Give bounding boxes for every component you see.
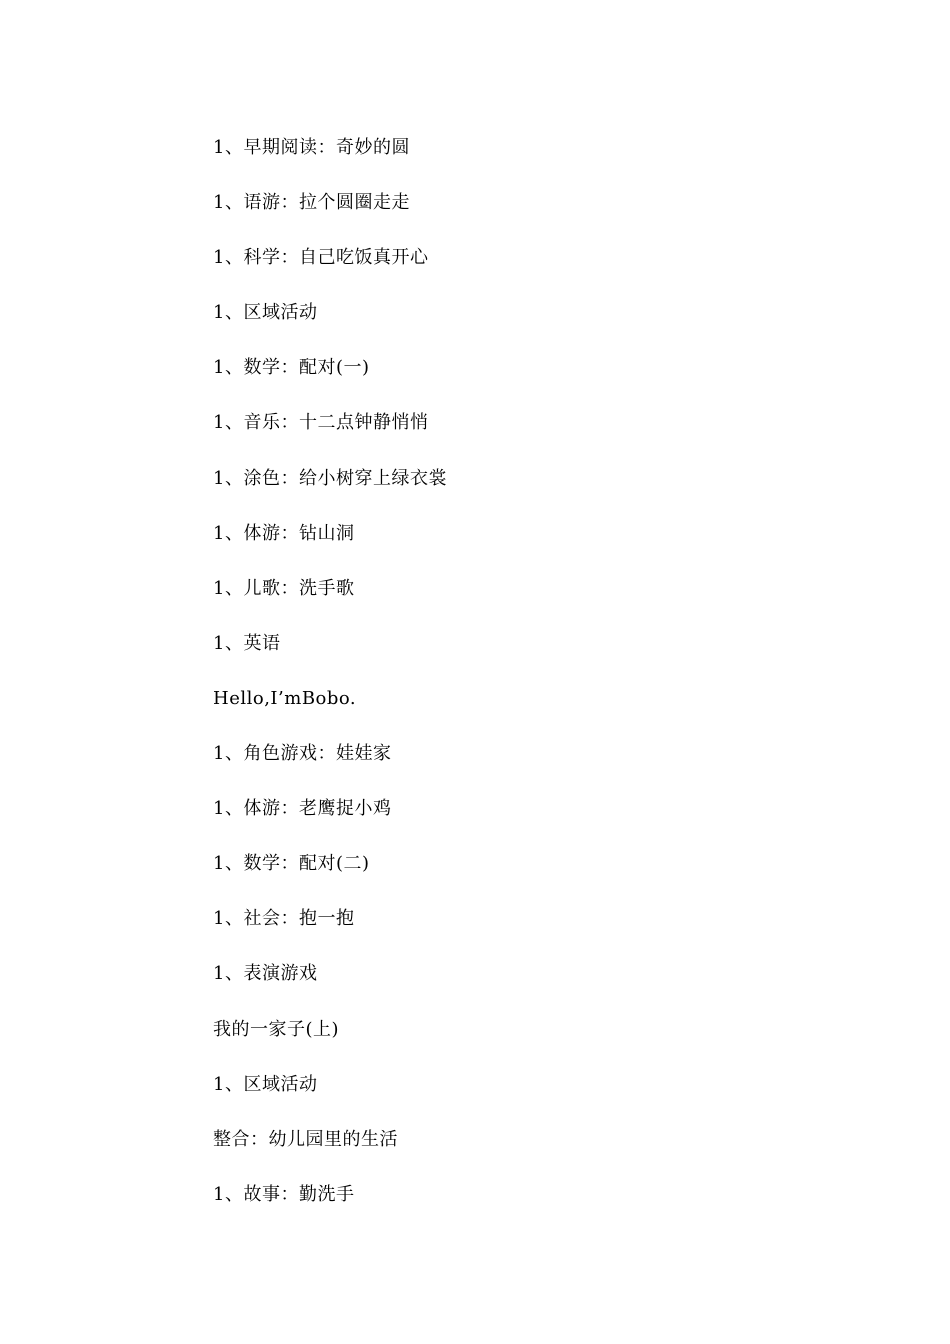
activity-line: 1、数学：配对(二): [213, 853, 370, 875]
activity-line: 1、体游：钻山洞: [213, 522, 355, 544]
activity-line: 1、早期阅读：奇妙的圆: [213, 137, 410, 158]
activity-line: 1、英语: [213, 632, 281, 654]
activity-line: 1、语游：拉个圆圈走走: [213, 192, 410, 214]
activity-line: 1、数学：配对(一): [213, 357, 370, 379]
activity-line: 1、故事：勤洗手: [213, 1183, 355, 1205]
activity-line: 1、科学：自己吃饭真开心: [213, 247, 429, 269]
activity-list: [213, 134, 833, 1236]
activity-line: 1、音乐：十二点钟静悄悄: [213, 412, 429, 434]
activity-line: 1、涂色：给小树穿上绿衣裳: [213, 467, 447, 489]
activity-line: 1、体游：老鹰捉小鸡: [213, 798, 392, 820]
activity-line: 1、区域活动: [213, 302, 318, 324]
theme-line: 整合：幼儿园里的生活: [213, 1128, 398, 1150]
activity-line: 1、儿歌：洗手歌: [213, 577, 355, 599]
activity-line: 1、角色游戏：娃娃家: [213, 743, 392, 765]
activity-line: 1、社会：抱一抱: [213, 908, 355, 930]
activity-line: 1、区域活动: [213, 1073, 318, 1095]
english-line: Hello,I’mBobo.: [213, 687, 357, 709]
activity-line: 1、表演游戏: [213, 963, 318, 985]
activity-subtitle-line: 我的一家子(上): [213, 1018, 340, 1040]
